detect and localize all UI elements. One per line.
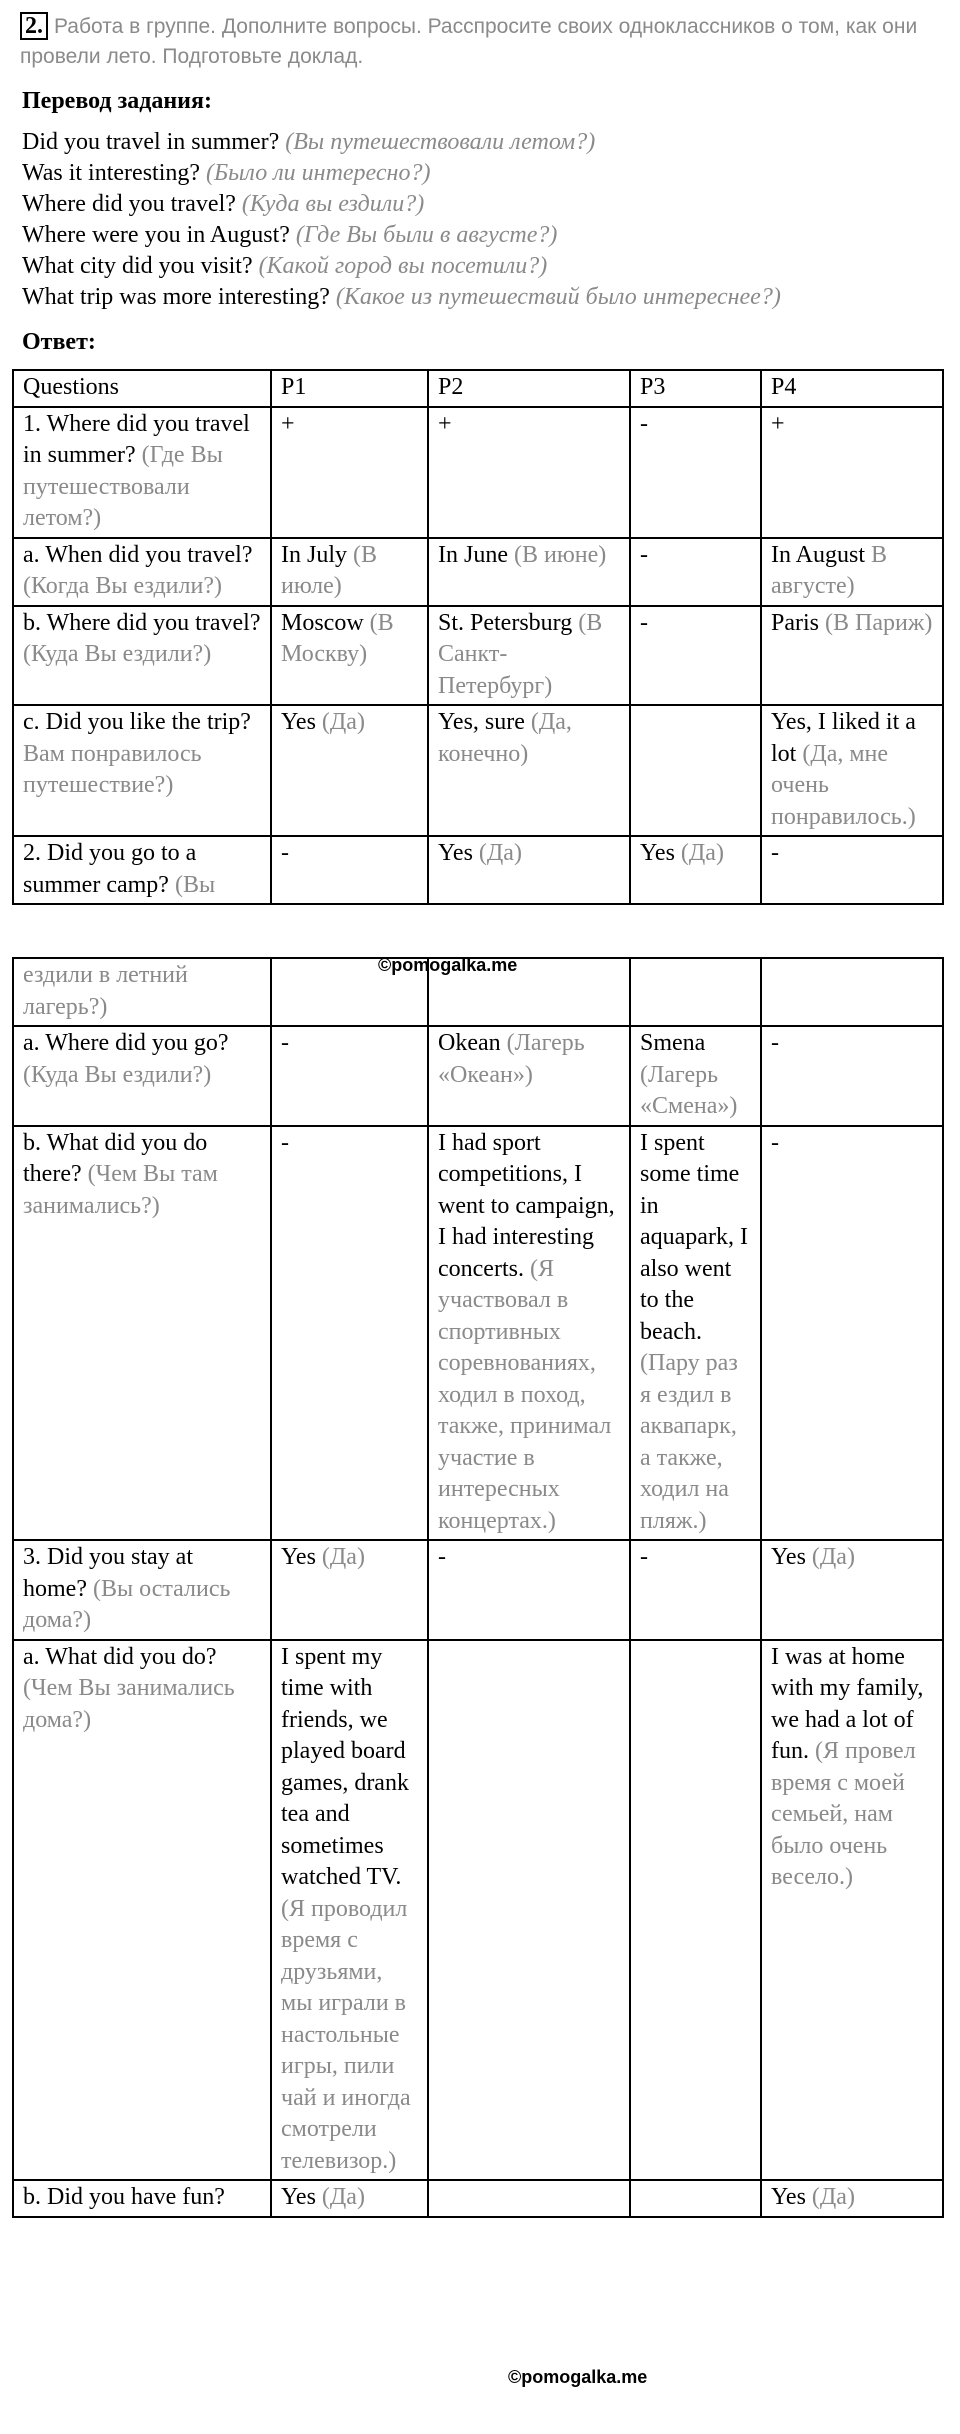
- task-number: 2.: [20, 12, 48, 40]
- answer-translation: (Да): [680, 840, 724, 866]
- answer-text: +: [771, 410, 785, 437]
- answer-translation: (Да): [321, 1544, 365, 1570]
- answer-translation: (Лагерь «Смена»): [640, 1061, 738, 1119]
- answer-cell-p3: [630, 1540, 761, 1640]
- answer-translation: (Я проводил время с друзьями, мы играли в настольные игры, пили чай и иногда смотрели телевизор.): [281, 1895, 411, 2174]
- task-instruction: [20, 12, 940, 72]
- question-translation: ездили в летний лагерь?): [23, 962, 188, 1020]
- answer-text: Yes: [281, 709, 316, 735]
- answer-text: I was at home with my family, we had a lot of fun.: [771, 1643, 924, 1764]
- answer-text: -: [771, 1129, 779, 1156]
- table-row: [13, 958, 943, 1026]
- question-text: c. Did you like the trip?: [23, 709, 251, 735]
- answer-text: Yes: [281, 1544, 316, 1570]
- question-translation: (Где Вы путешествовали летом?): [23, 442, 223, 531]
- answer-cell-p3: [630, 1026, 761, 1126]
- answer-text: I had sport competitions, I went to campaign, I had interesting concerts.: [438, 1129, 615, 1282]
- answer-cell-p4: [761, 1540, 943, 1640]
- answer-translation: (Лагерь «Океан»): [438, 1030, 585, 1088]
- question-translation: (Куда Вы ездили?): [23, 1061, 212, 1088]
- answer-text: -: [640, 410, 648, 437]
- answer-cell-p4: [761, 538, 943, 606]
- table-row: [13, 836, 943, 904]
- answer-cell-p2: [428, 836, 630, 904]
- question-cell: [13, 2180, 271, 2217]
- answer-cell-p2: [428, 2180, 630, 2217]
- answer-text: Yes: [281, 2184, 316, 2210]
- answer-cell-p1: [271, 606, 428, 706]
- answer-cell-p2: [428, 1026, 630, 1126]
- answer-table-part-2: [12, 957, 944, 2218]
- answer-text: Yes: [438, 840, 473, 866]
- question-cell: [13, 836, 271, 904]
- answer-cell-p2: [428, 1126, 630, 1541]
- question-text: b. Where did you travel?: [23, 609, 261, 636]
- answer-text: Smena: [640, 1030, 706, 1056]
- answer-cell-p2: [428, 1640, 630, 2181]
- question-translation: (Когда Вы ездили?): [23, 573, 222, 599]
- answer-text: Yes: [771, 1544, 806, 1570]
- table-row: [13, 538, 943, 606]
- answer-cell-p1: [271, 2180, 428, 2217]
- answer-text: I spent my time with friends, we played board games, drank tea and sometimes watched TV.: [281, 1643, 409, 1890]
- column-header: P1: [271, 370, 428, 407]
- answer-cell-p4: [761, 1640, 943, 2181]
- answer-text: -: [771, 1030, 779, 1056]
- answer-text: Moscow: [281, 609, 364, 636]
- question-text: a. Where did you go?: [23, 1030, 229, 1056]
- question-line: What trip was more interesting? (Какое из путешествий было интереснее?): [22, 284, 781, 310]
- answer-text: -: [771, 840, 779, 866]
- question-translation: (Чем Вы там занимались?): [23, 1161, 218, 1219]
- answer-cell-p3: [630, 1640, 761, 2181]
- answer-heading: Ответ:: [22, 329, 96, 355]
- answer-translation: (Да, мне очень понравилось.): [771, 740, 916, 830]
- answer-translation: (В Париж): [825, 609, 933, 636]
- answer-cell-p3: [630, 705, 761, 836]
- answer-text: In June: [438, 541, 508, 568]
- answer-cell-p4: [761, 2180, 943, 2217]
- column-header: Questions: [13, 370, 271, 407]
- question-cell: [13, 1026, 271, 1126]
- question-text: b. What did you do there?: [23, 1129, 208, 1187]
- question-text: a. When did you travel?: [23, 541, 253, 568]
- question-translation: (Вы остались дома?): [23, 1575, 231, 1633]
- table-row: [13, 407, 943, 538]
- answer-table-part-1: [12, 369, 944, 905]
- answer-text: Okean: [438, 1030, 501, 1056]
- question-text: b. Did you have fun?: [23, 2184, 225, 2210]
- answer-cell-p1: [271, 1540, 428, 1640]
- answer-cell-p4: [761, 1126, 943, 1541]
- question-cell: [13, 1640, 271, 2181]
- table-row: [13, 1026, 943, 1126]
- answer-cell-p4: [761, 407, 943, 538]
- answer-cell-p4: [761, 958, 943, 1026]
- answer-text: -: [281, 1129, 289, 1156]
- question-cell: [13, 407, 271, 538]
- answer-text: -: [281, 1030, 289, 1056]
- answer-text: Yes: [771, 2184, 806, 2210]
- answer-text: I spent some time in aquapark, I also went to the beach.: [640, 1129, 748, 1345]
- question-line: Where were you in August? (Где Вы были в августе?): [22, 222, 558, 248]
- answer-text: -: [640, 541, 648, 568]
- answer-translation: (В Москву): [281, 609, 394, 667]
- answer-text: St. Petersburg: [438, 609, 573, 636]
- question-translation: (Куда Вы ездили?): [23, 641, 212, 667]
- column-header: P2: [428, 370, 630, 407]
- answer-cell-p1: [271, 705, 428, 836]
- translated-questions: [22, 127, 781, 313]
- answer-cell-p3: [630, 2180, 761, 2217]
- answer-text: In July: [281, 541, 347, 568]
- question-text: a. What did you do?: [23, 1643, 217, 1670]
- answer-cell-p2: [428, 606, 630, 706]
- answer-cell-p1: [271, 538, 428, 606]
- answer-cell-p1: [271, 1126, 428, 1541]
- answer-cell-p4: [761, 1026, 943, 1126]
- answer-translation: (Да): [811, 1544, 855, 1570]
- answer-translation: (Да, конечно): [438, 709, 572, 767]
- question-translation: (Чем Вы занимались дома?): [23, 1675, 235, 1733]
- question-line: Where did you travel? (Куда вы ездили?): [22, 191, 425, 217]
- question-text: 3. Did you stay at home?: [23, 1544, 193, 1602]
- column-header: P3: [630, 370, 761, 407]
- question-cell: [13, 1540, 271, 1640]
- answer-cell-p2: [428, 958, 630, 1026]
- answer-text: -: [640, 609, 648, 636]
- answer-cell-p1: [271, 836, 428, 904]
- answer-translation: (Да): [321, 709, 365, 735]
- answer-translation: (Я участвовал в спортивных соревнованиях, ходил в поход, также, принимал участие в интересных концертах.): [438, 1255, 612, 1534]
- column-header: P4: [761, 370, 943, 407]
- question-line: Did you travel in summer? (Вы путешествовали летом?): [22, 129, 596, 155]
- answer-cell-p3: [630, 538, 761, 606]
- question-cell: [13, 538, 271, 606]
- answer-cell-p3: [630, 407, 761, 538]
- answer-text: Yes, I liked it a lot: [771, 709, 916, 767]
- translation-heading: Перевод задания:: [22, 88, 212, 114]
- answer-translation: (Я провел время с моей семьей, нам было очень весело.): [771, 1738, 916, 1890]
- answer-cell-p3: [630, 606, 761, 706]
- question-line: What city did you visit? (Какой город вы посетили?): [22, 253, 548, 279]
- question-cell: [13, 705, 271, 836]
- answer-cell-p4: [761, 606, 943, 706]
- answer-translation: (В Санкт-Петербург): [438, 609, 603, 699]
- answer-text: Yes, sure: [438, 709, 525, 735]
- answer-cell-p4: [761, 705, 943, 836]
- question-cell: [13, 606, 271, 706]
- answer-cell-p3: [630, 958, 761, 1026]
- answer-translation: (Да): [478, 840, 522, 866]
- answer-cell-p1: [271, 1026, 428, 1126]
- answer-text: -: [438, 1544, 446, 1570]
- answer-cell-p2: [428, 538, 630, 606]
- question-text: 2. Did you go to a summer camp?: [23, 840, 197, 898]
- answer-cell-p4: [761, 836, 943, 904]
- question-line: Was it interesting? (Было ли интересно?): [22, 160, 431, 186]
- answer-cell-p1: [271, 407, 428, 538]
- answer-translation: (Пару раз я ездил в аквапарк, а также, ходил на пляж.): [640, 1350, 738, 1534]
- answer-text: -: [281, 840, 289, 866]
- answer-cell-p2: [428, 407, 630, 538]
- question-translation: Вам понравилось путешествие?): [23, 740, 202, 798]
- watermark: ©pomogalka.me: [508, 2367, 648, 2387]
- answer-text: In August: [771, 541, 866, 568]
- table-row: [13, 1126, 943, 1541]
- answer-translation: (Да): [811, 2184, 855, 2210]
- answer-translation: (В июне): [513, 541, 607, 568]
- table-row: [13, 606, 943, 706]
- table-row: [13, 1640, 943, 2181]
- answer-text: -: [640, 1544, 648, 1570]
- answer-cell-p2: [428, 705, 630, 836]
- task-text: Работа в группе. Дополните вопросы. Расспросите своих одноклассников о том, как они провели лето. Подготовьте доклад.: [20, 15, 918, 68]
- answer-translation: (В июле): [281, 541, 377, 599]
- table-row: [13, 1540, 943, 1640]
- watermark: ©pomogalka.me: [378, 955, 518, 975]
- table-row: [13, 705, 943, 836]
- answer-cell-p1: [271, 1640, 428, 2181]
- question-text: 1. Where did you travel in summer?: [23, 410, 250, 468]
- answer-text: +: [281, 410, 295, 437]
- answer-translation: В августе): [771, 541, 888, 599]
- answer-text: Yes: [640, 840, 675, 866]
- question-cell: [13, 958, 271, 1026]
- answer-cell-p2: [428, 1540, 630, 1640]
- question-cell: [13, 1126, 271, 1541]
- answer-text: +: [438, 410, 452, 437]
- answer-translation: (Да): [321, 2184, 365, 2210]
- answer-text: Paris: [771, 609, 819, 636]
- question-translation: (Вы: [174, 871, 216, 898]
- answer-cell-p1: [271, 958, 428, 1026]
- table-row: [13, 2180, 943, 2217]
- answer-cell-p3: [630, 836, 761, 904]
- table-header-row: [13, 370, 943, 407]
- answer-cell-p3: [630, 1126, 761, 1541]
